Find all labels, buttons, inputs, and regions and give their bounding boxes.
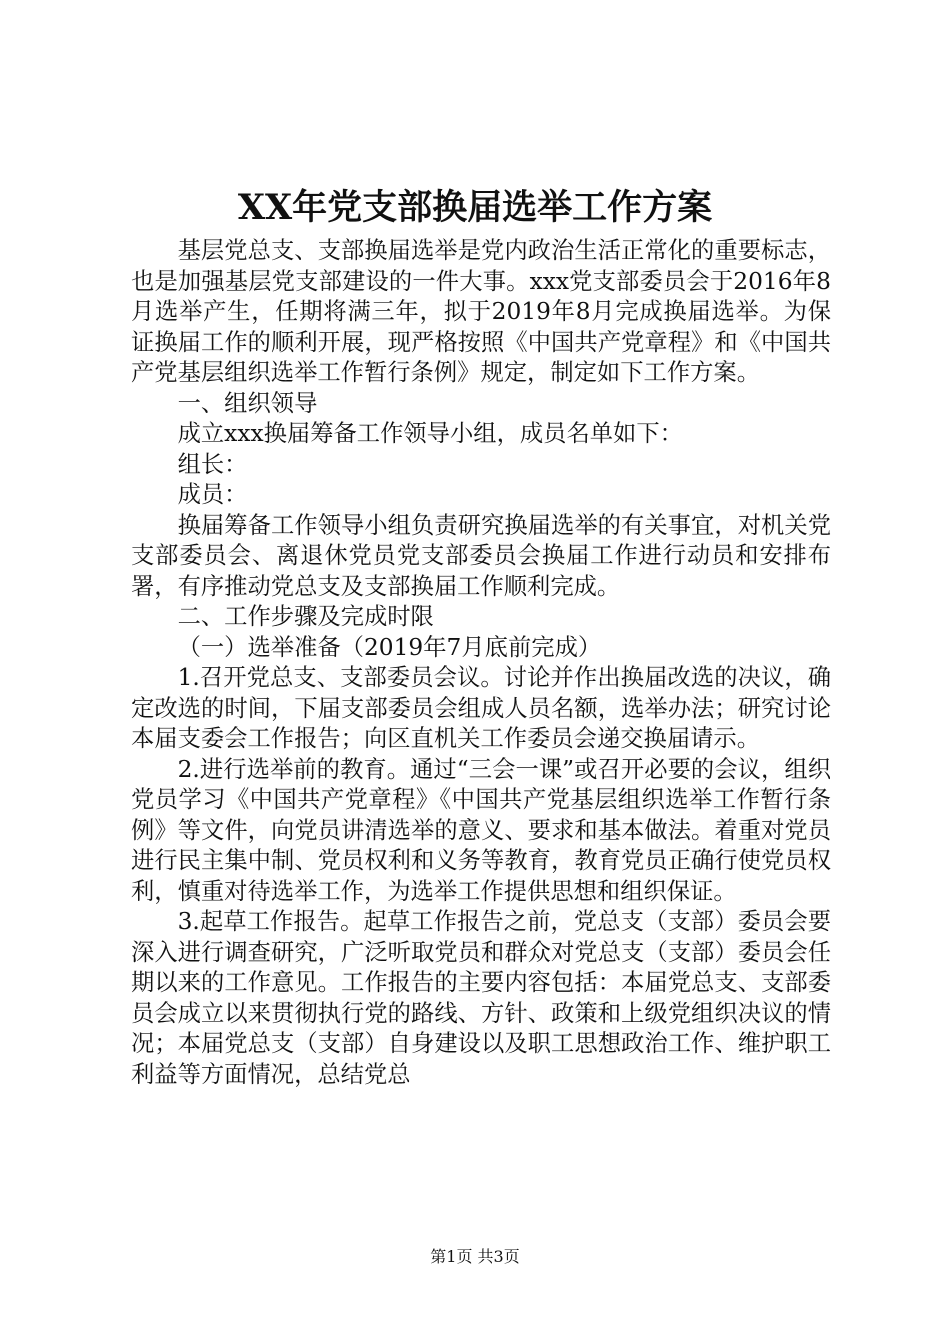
document-title: XX年党支部换届选举工作方案 — [237, 187, 713, 228]
paragraph-intro: 基层党总支、支部换届选举是党内政治生活正常化的重要标志，也是加强基层党支部建设的一件大事。xxx党支部委员会于2016年8月选举产生，任期将满三年，拟于2019年8月完成换届选举。为保证换届工作的顺利开展，现严格按照《中国共产党章程》和《中国共产党基层组织选举工作暂行条例》规定，制定如下工作方案。 — [131, 237, 831, 386]
list-item-step-2: 2.进行选举前的教育。通过“三会一课”或召开必要的会议，组织党员学习《中国共产党章程》《中国共产党基层组织选举工作暂行条例》等文件，向党员讲清选举的意义、要求和基本做法。着重对党员进行民主集中制、党员权利和义务等教育，教育党员正确行使党员权利，慎重对待选举工作，为选举工作提供思想和组织保证。 — [131, 755, 831, 905]
section-heading-steps: 二、工作步骤及完成时限 — [177, 603, 434, 630]
list-item-step-3: 3.起草工作报告。起草工作报告之前，党总支（支部）委员会要深入进行调查研究，广泛听取党员和群众对党总支（支部）委员会任期以来的工作意见。工作报告的主要内容包括：本届党总支、支部委员会成立以来贯彻执行党的路线、方针、政策和上级党组织决议的情况；本届党总支（支部）自身建设以及职工思想政治工作、维护职工利益等方面情况，总结党总 — [131, 908, 831, 1088]
paragraph-group-duties: 换届筹备工作领导小组负责研究换届选举的有关事宜，对机关党支部委员会、离退休党员党支部委员会换届工作进行动员和安排布署，有序推动党总支及支部换届工作顺利完成。 — [131, 511, 831, 600]
paragraph-group-leader: 组长： — [177, 450, 248, 478]
list-item-step-1: 1.召开党总支、支部委员会议。讨论并作出换届改选的决议，确定改选的时间，下届支部委员会组成人员名额，选举办法；研究讨论本届支委会工作报告；向区直机关工作委员会递交换届请示。 — [131, 664, 831, 752]
paragraph-leadership-group: 成立xxx换届筹备工作领导小组，成员名单如下： — [177, 420, 683, 447]
document-body — [131, 236, 831, 1090]
subsection-heading-preparation: （一）选举准备（2019年7月底前完成） — [177, 633, 602, 661]
page-footer: 第1页 共3页 — [430, 1247, 520, 1266]
section-heading-organization: 一、组织领导 — [177, 389, 318, 417]
paragraph-group-members: 成员： — [177, 481, 248, 508]
